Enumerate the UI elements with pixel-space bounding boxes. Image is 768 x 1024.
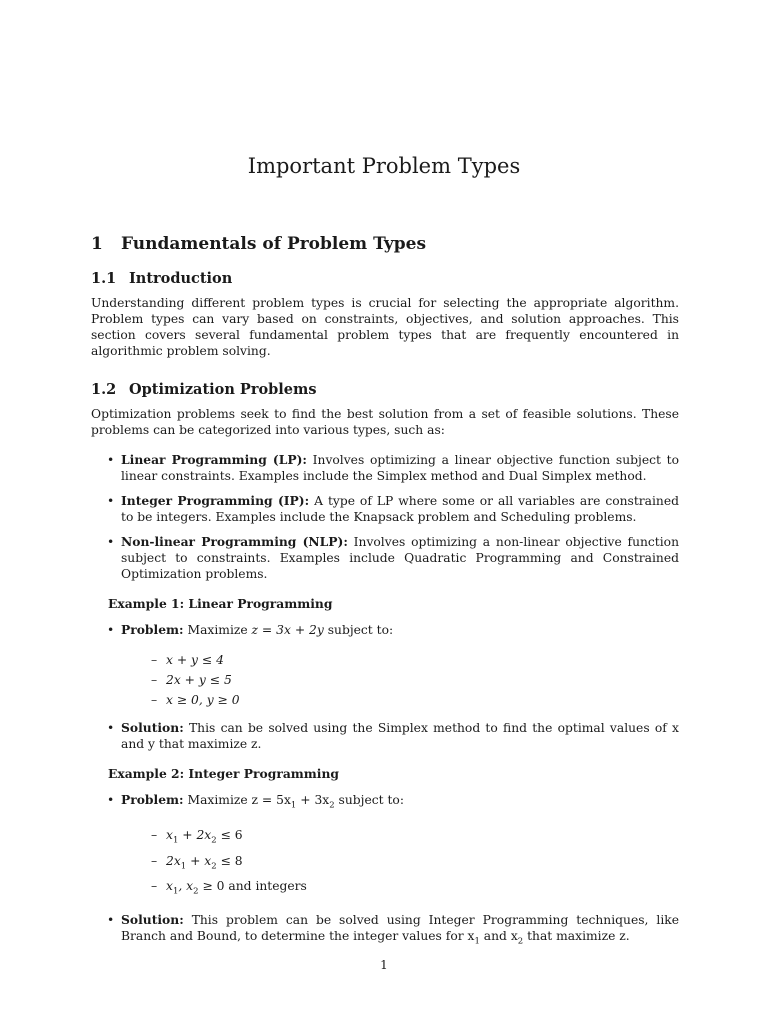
- subsection-title: Introduction: [129, 270, 233, 287]
- solution-text: that maximize z.: [523, 928, 630, 943]
- subscript: 1: [290, 800, 297, 811]
- subscript: 1: [172, 835, 179, 846]
- solution-text: and x: [479, 928, 518, 943]
- document-body: [91, 234, 679, 949]
- page-number: 1: [380, 958, 388, 972]
- constraint-item: – x ≥ 0, y ≥ 0: [121, 690, 679, 710]
- list-desc: Involves optimizing a linear objective function subject to linear constraints. Examples include the Simplex method and Dual Simplex method.: [121, 453, 679, 483]
- example-1-heading: Example 1: Linear Programming: [108, 596, 333, 611]
- section-heading: [91, 234, 679, 254]
- problem-text: subject to:: [323, 623, 394, 637]
- subsection-number: 1.1: [91, 270, 117, 287]
- subsection-heading-introduction: [91, 270, 679, 287]
- list-item: [91, 452, 679, 484]
- list-desc: A type of LP where some or all variables are constrained to be integers. Examples include the Knapsack problem and Scheduling problems.: [121, 494, 679, 524]
- subscript: 2: [193, 886, 199, 897]
- list-item: [91, 912, 679, 949]
- list-item: [91, 534, 679, 582]
- math: , x: [178, 879, 194, 894]
- math: x: [166, 879, 173, 894]
- list-term: Non-linear Programming (NLP):: [121, 534, 348, 549]
- math: ≤ 8: [216, 853, 243, 868]
- constraint-item: – 2x + y ≤ 5: [121, 670, 679, 690]
- subscript: 1: [180, 861, 187, 872]
- solution-label: Solution:: [121, 911, 184, 927]
- math: x: [166, 828, 173, 843]
- subscript: 1: [474, 936, 480, 947]
- solution-label: Solution:: [121, 720, 184, 735]
- list-term: Integer Programming (IP):: [121, 493, 310, 508]
- example-2-heading: Example 2: Integer Programming: [108, 766, 340, 781]
- math: 2x: [166, 853, 181, 868]
- section-number: 1: [91, 234, 103, 254]
- objective-math: z = 3x + 2y: [251, 623, 324, 637]
- math: ≤ 6: [216, 828, 243, 843]
- constraint-item: [121, 876, 679, 901]
- constraint-item: [121, 851, 679, 876]
- example-2-list: [91, 792, 679, 949]
- math: + x: [186, 853, 212, 868]
- subscript: 2: [517, 936, 524, 947]
- problem-text: + 3x: [296, 793, 330, 807]
- problem-text: Maximize z = 5x: [183, 793, 291, 807]
- subscript: 2: [329, 800, 335, 811]
- constraint-item: [121, 825, 679, 850]
- constraint-list: [121, 650, 679, 710]
- problem-label: Problem:: [121, 792, 184, 807]
- problem-text: subject to:: [334, 793, 404, 807]
- example-1-list: [91, 622, 679, 752]
- optimization-paragraph: Optimization problems seek to find the best solution from a set of feasible solutions. These problems can be categorized into various types, such as:: [91, 407, 679, 437]
- subscript: 2: [211, 835, 217, 846]
- math: ≥ 0: [198, 879, 225, 894]
- problem-type-list: [91, 452, 679, 582]
- list-item: [91, 792, 679, 902]
- constraint-item: – x + y ≤ 4: [121, 650, 679, 670]
- subsection-title: Optimization Problems: [129, 381, 317, 398]
- subscript: 1: [172, 886, 179, 897]
- solution-text: This problem can be solved using Integer Programming techniques, like Branch and Bound, to determine the integer values for x: [121, 912, 679, 943]
- constraint-text: and integers: [224, 879, 307, 894]
- list-desc: Involves optimizing a non-linear objective function subject to constraints. Examples include Quadratic Programming and Constrained Optimization problems.: [121, 535, 679, 581]
- problem-label: Problem:: [121, 622, 184, 637]
- subsection-heading-optimization: [91, 381, 679, 398]
- subsection-number: 1.2: [91, 381, 117, 398]
- solution-text: This can be solved using the Simplex method to find the optimal values of x and y that maximize z.: [121, 721, 679, 751]
- problem-text: Maximize: [183, 623, 252, 637]
- introduction-paragraph: Understanding different problem types is crucial for selecting the appropriate algorithm. Problem types can vary based on constraints, objectives, and solution approaches. This section covers several fundamental problem types that are frequently encountered in algorithmic problem solving.: [91, 296, 679, 358]
- section-title: Fundamentals of Problem Types: [121, 234, 427, 254]
- list-term: Linear Programming (LP):: [121, 452, 307, 467]
- math: + 2x: [178, 828, 212, 843]
- document-title: Important Problem Types: [247, 154, 521, 179]
- list-item: [91, 720, 679, 752]
- constraint-list: [121, 825, 679, 901]
- list-item: [91, 622, 679, 710]
- list-item: [91, 493, 679, 525]
- subscript: 2: [211, 861, 217, 872]
